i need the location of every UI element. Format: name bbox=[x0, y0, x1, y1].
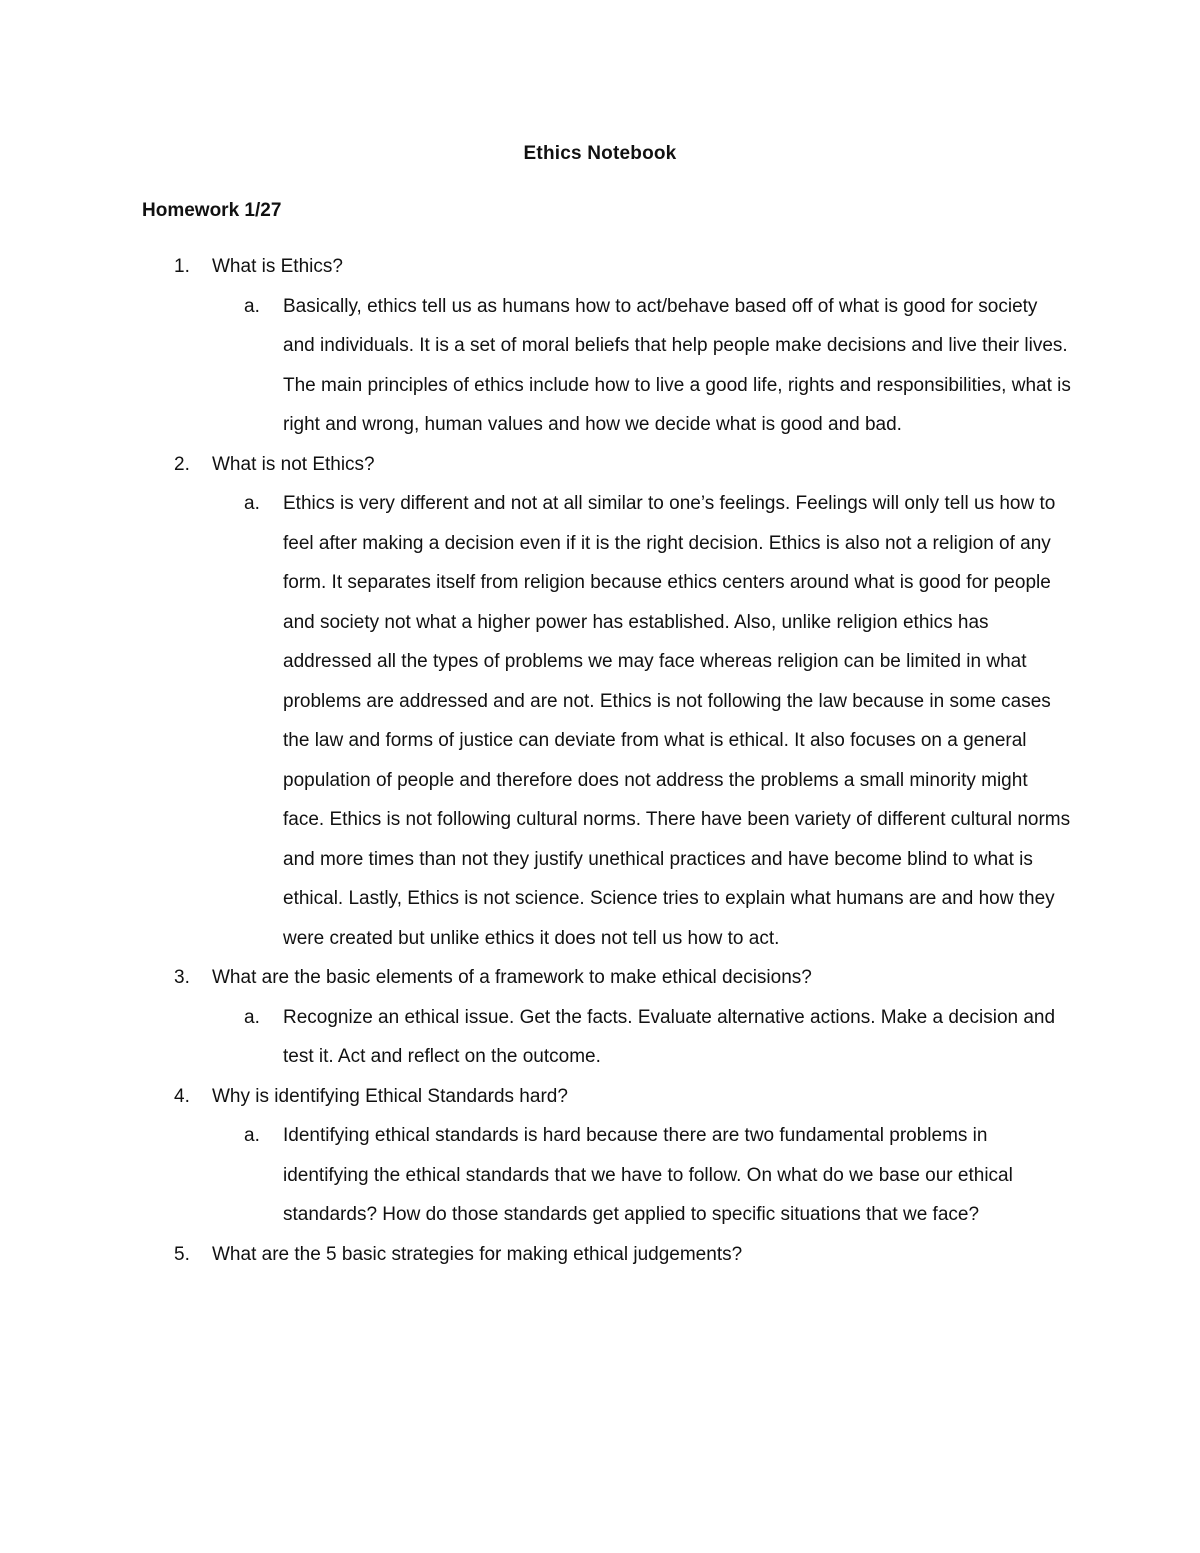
answer-item-1 bbox=[142, 287, 1072, 445]
answer-item-3 bbox=[142, 998, 1072, 1077]
answer-letter: a. bbox=[244, 1125, 260, 1146]
question-number: 3. bbox=[174, 967, 190, 988]
question-number: 4. bbox=[174, 1085, 190, 1107]
question-item-4 bbox=[142, 1077, 1072, 1117]
question-item-5 bbox=[142, 1235, 1072, 1275]
answer-item-4 bbox=[142, 1116, 1072, 1235]
question-text: What are the 5 basic strategies for making ethical judgements? bbox=[212, 1243, 743, 1265]
answer-item-2 bbox=[142, 484, 1072, 958]
question-text: What is Ethics? bbox=[212, 256, 343, 277]
answer-letter: a. bbox=[244, 493, 260, 514]
answer-letter: a. bbox=[244, 1006, 260, 1028]
question-item-3 bbox=[142, 958, 1072, 998]
document-title: Ethics Notebook bbox=[523, 143, 677, 164]
answer-text: Basically, ethics tell us as humans how to act/behave based off of what is good for society and individuals. It is a set of moral beliefs that help people make decisions and live their lives. The main principles of ethics include how to live a good life, rights and responsibilities, what is right and wrong, human values and how we decide what is good and bad. bbox=[283, 295, 1071, 435]
question-list bbox=[142, 247, 1072, 1274]
question-number: 2. bbox=[174, 453, 190, 475]
question-text: Why is identifying Ethical Standards hard? bbox=[212, 1085, 568, 1107]
answer-text: Ethics is very different and not at all similar to one’s feelings. Feelings will only tell us how to feel after making a decision even if it is the right decision. Ethics is also not a religion of any form. It separates itself from religion because ethics centers around what is good for people and society not what a higher power has established. Also, unlike religion ethics has addressed all the types of problems we may face whereas religion can be limited in what problems are addressed and are not. Ethics is not following the law because in some cases the law and forms of justice can deviate from what is ethical. It also focuses on a general population of people and therefore does not address the problems a small minority might face. Ethics is not following cultural norms. There have been variety of different cultural norms and more times than not they justify unethical practices and have become blind to what is ethical. Lastly, Ethics is not science. Science tries to explain what humans are and how they were created but unlike ethics it does not tell us how to act. bbox=[283, 493, 1071, 949]
question-item-1 bbox=[142, 247, 1072, 287]
answer-text: Identifying ethical standards is hard because there are two fundamental problems in identifying the ethical standards that we have to follow. On what do we base our ethical standards? How do those standards get applied to specific situations that we face? bbox=[283, 1125, 1013, 1225]
question-item-2 bbox=[142, 445, 1072, 485]
question-text: What are the basic elements of a framework to make ethical decisions? bbox=[212, 967, 812, 988]
answer-text: Recognize an ethical issue. Get the facts. Evaluate alternative actions. Make a decision and test it. Act and reflect on the outcome. bbox=[283, 1006, 1056, 1067]
answer-letter: a. bbox=[244, 295, 260, 317]
question-number: 1. bbox=[174, 256, 190, 277]
section-heading: Homework 1/27 bbox=[142, 200, 282, 221]
question-text: What is not Ethics? bbox=[212, 453, 375, 475]
question-number: 5. bbox=[174, 1243, 190, 1265]
